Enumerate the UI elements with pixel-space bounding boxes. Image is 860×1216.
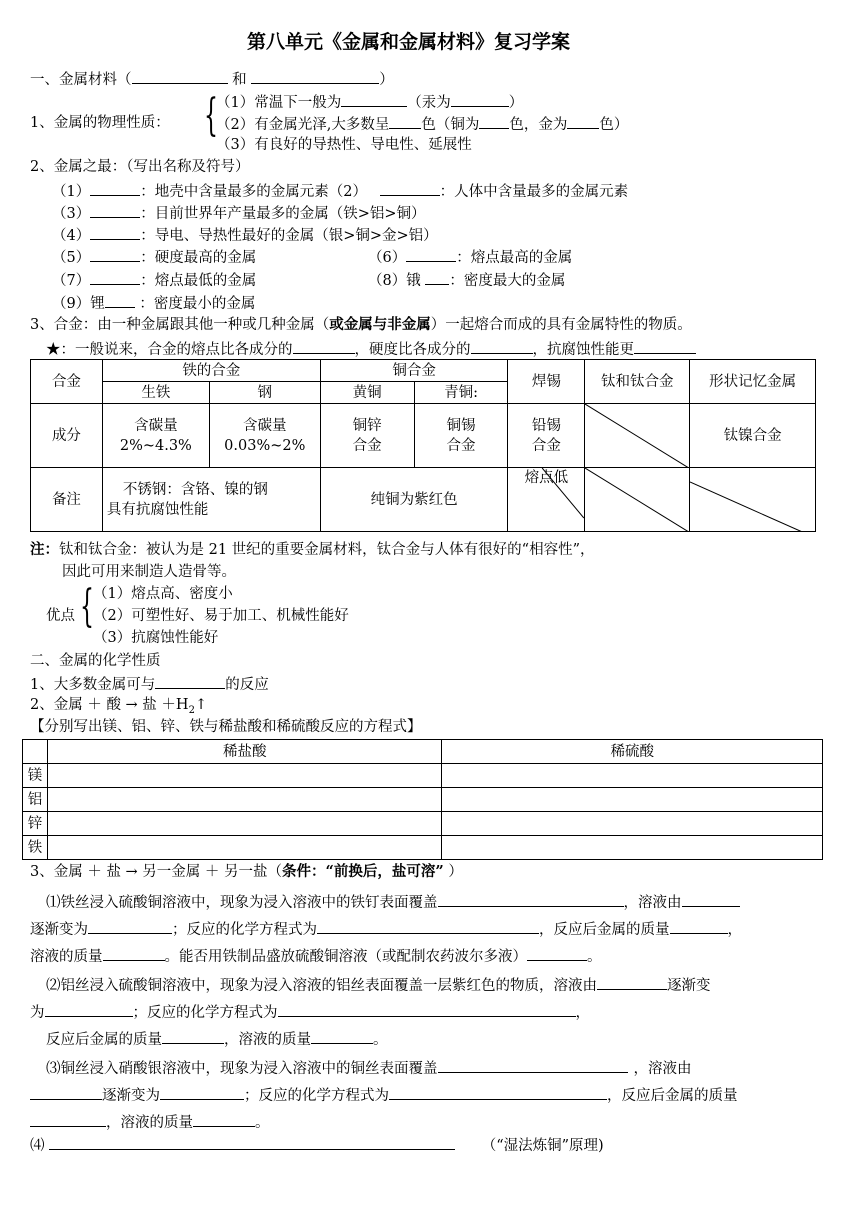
text: （“湿法炼铜”原理) bbox=[481, 1138, 604, 1154]
physical-item-2 bbox=[216, 113, 628, 135]
cell-brass-comp bbox=[320, 404, 414, 468]
heading-and: 和 bbox=[232, 72, 247, 88]
text-bold: 或金属与非金属 bbox=[329, 316, 431, 333]
text-bold: 条件：“前换后，盐可溶” bbox=[282, 863, 444, 880]
blank[interactable] bbox=[597, 974, 667, 990]
q4-line bbox=[30, 1134, 604, 1156]
most-line-8 bbox=[368, 269, 565, 291]
text: （7） bbox=[52, 273, 91, 289]
left-brace-icon: { bbox=[204, 90, 218, 141]
text: （1） bbox=[52, 184, 91, 200]
alloy-table bbox=[30, 359, 816, 532]
text: ， bbox=[575, 1005, 590, 1021]
blank[interactable] bbox=[90, 224, 140, 240]
header-memory-metal: 形状记忆金属 bbox=[690, 360, 816, 404]
most-line-1 bbox=[52, 180, 628, 202]
row-fe: 铁 bbox=[23, 836, 48, 860]
text: 合金 bbox=[531, 437, 561, 454]
text: （4） bbox=[52, 228, 91, 244]
alloy-star-line bbox=[46, 338, 696, 360]
blank[interactable] bbox=[567, 113, 599, 129]
row-composition-label: 成分 bbox=[31, 404, 103, 468]
text: （6） bbox=[368, 250, 407, 266]
cell-titanium-note-empty bbox=[585, 468, 690, 532]
blank[interactable] bbox=[293, 338, 355, 354]
row-note-label: 备注 bbox=[31, 468, 103, 532]
header-pig-iron: 生铁 bbox=[102, 382, 209, 404]
text: 2、金属 ＋ 酸 → 盐 ＋H bbox=[30, 697, 189, 713]
text: ：密度最小的金属 bbox=[139, 296, 256, 312]
q2-line-3 bbox=[46, 1028, 388, 1050]
cell-bronze-comp bbox=[414, 404, 508, 468]
q1-line-3 bbox=[30, 945, 602, 967]
blank[interactable] bbox=[438, 1057, 628, 1073]
advantage-3: （3）抗腐蚀性能好 bbox=[93, 630, 219, 646]
most-line-3 bbox=[52, 202, 426, 224]
text: ） bbox=[508, 95, 524, 111]
alloy-definition bbox=[30, 315, 692, 335]
text: （3） bbox=[52, 206, 91, 222]
answer-cell[interactable] bbox=[442, 812, 823, 836]
blank[interactable] bbox=[30, 1111, 106, 1127]
answer-cell[interactable] bbox=[442, 836, 823, 860]
blank[interactable] bbox=[155, 673, 225, 689]
most-line-7 bbox=[52, 269, 256, 291]
text: ） bbox=[448, 864, 463, 880]
text: ⑶铜丝浸入硝酸银溶液中，现象为浸入溶液中的铜丝表面覆盖 bbox=[46, 1061, 438, 1077]
header-copper-alloy: 铜合金 bbox=[320, 360, 508, 382]
header-brass: 黄铜 bbox=[320, 382, 414, 404]
blank[interactable] bbox=[90, 180, 140, 196]
advantages-label: 优点 bbox=[46, 608, 75, 624]
blank[interactable] bbox=[389, 1084, 607, 1100]
blank[interactable] bbox=[49, 1134, 455, 1150]
text: ★：一般说来，合金的熔点比各成分的 bbox=[46, 342, 293, 358]
advantage-2: （2）可塑性好、易于加工、机械性能好 bbox=[93, 608, 349, 624]
header-bronze: 青铜: bbox=[414, 382, 508, 404]
blank[interactable] bbox=[317, 918, 539, 934]
text: ，反应后金属的质量 bbox=[539, 922, 670, 938]
text: 色（铜为 bbox=[421, 117, 480, 133]
cell-copper-note: 纯铜为紫红色 bbox=[320, 468, 508, 532]
physical-properties-label: 1、金属的物理性质： bbox=[30, 115, 170, 131]
blank[interactable] bbox=[527, 945, 587, 961]
text: 铜锌 bbox=[352, 417, 382, 434]
text: 合金 bbox=[446, 437, 476, 454]
text: （1）常温下一般为 bbox=[216, 95, 342, 111]
text: （2）有金属光泽,大多数呈 bbox=[216, 117, 390, 133]
metal-most-label: 2、金属之最：（写出名称及符号） bbox=[30, 159, 250, 175]
text: ， bbox=[727, 922, 742, 938]
blank[interactable] bbox=[90, 202, 140, 218]
blank[interactable] bbox=[425, 269, 449, 285]
text: ⑷ bbox=[30, 1138, 45, 1154]
text: ）一起熔合而成的具有金属特性的物质。 bbox=[430, 317, 692, 333]
text: 逐渐变 bbox=[667, 978, 711, 994]
text: 铜锡 bbox=[446, 417, 476, 434]
text: 3、金属 ＋ 盐 → 另一金属 ＋ 另一盐（ bbox=[30, 864, 283, 880]
text: 3、合金：由一种金属跟其他一种或几种金属（ bbox=[30, 317, 330, 333]
chem-line-3 bbox=[30, 862, 463, 882]
answer-cell[interactable] bbox=[47, 764, 441, 788]
text: 钛和钛合金：被认为是 21 世纪的重要金属材料，钛合金与人体有很好的“相容性”， bbox=[59, 542, 595, 558]
metal-material-heading bbox=[30, 68, 394, 90]
heading-close: ） bbox=[379, 72, 394, 88]
chem-line-1 bbox=[30, 673, 269, 695]
text: 的反应 bbox=[225, 677, 269, 693]
blank[interactable] bbox=[670, 918, 728, 934]
header-hcl: 稀盐酸 bbox=[47, 740, 441, 764]
text: 。 bbox=[373, 1032, 388, 1048]
page-title: 第八单元《金属和金属材料》复习学案 bbox=[247, 31, 571, 53]
text: 1、大多数金属可与 bbox=[30, 677, 156, 693]
text: ：导电、导热性最好的金属（银>铜>金>铝） bbox=[140, 228, 438, 244]
cell-pig-iron-comp bbox=[102, 404, 209, 468]
text: 反应后金属的质量 bbox=[46, 1032, 162, 1048]
blank[interactable] bbox=[160, 1084, 244, 1100]
blank[interactable] bbox=[103, 945, 165, 961]
blank[interactable] bbox=[479, 113, 509, 129]
answer-cell[interactable] bbox=[47, 836, 441, 860]
blank[interactable] bbox=[88, 918, 172, 934]
text: ；反应的化学方程式为 bbox=[244, 1088, 389, 1104]
text: ：硬度最高的金属 bbox=[140, 250, 257, 266]
text: ：熔点最低的金属 bbox=[140, 273, 257, 289]
text: （汞为 bbox=[407, 95, 451, 111]
text: ：目前世界年产量最多的金属（铁>铝>铜） bbox=[140, 206, 426, 222]
header-iron-alloy: 铁的合金 bbox=[102, 360, 320, 382]
q3-line-3 bbox=[30, 1111, 270, 1133]
most-line-9 bbox=[52, 292, 255, 314]
blank[interactable] bbox=[30, 1084, 102, 1100]
text: ：密度最大的金属 bbox=[449, 273, 566, 289]
most-line-4 bbox=[52, 224, 438, 246]
blank[interactable] bbox=[162, 1028, 224, 1044]
blank[interactable] bbox=[389, 113, 421, 129]
answer-cell[interactable] bbox=[442, 788, 823, 812]
text: 不锈钢：含铬、镍的钢 bbox=[122, 481, 268, 498]
equation-instruction: 【分别写出镁、铝、锌、铁与稀盐酸和稀硫酸反应的方程式】 bbox=[30, 719, 422, 735]
text: 含碳量 bbox=[134, 417, 178, 434]
titanium-note-2: 因此可用来制造人造骨等。 bbox=[62, 564, 236, 580]
diagonal-line bbox=[585, 404, 689, 468]
text: ；反应的化学方程式为 bbox=[172, 922, 317, 938]
blank[interactable] bbox=[193, 1111, 255, 1127]
cell-steel-comp bbox=[209, 404, 320, 468]
text: ：熔点最高的金属 bbox=[456, 250, 573, 266]
blank[interactable] bbox=[451, 91, 509, 107]
text: ；反应的化学方程式为 bbox=[132, 1005, 278, 1021]
cell-iron-note bbox=[102, 468, 320, 532]
row-al: 铝 bbox=[23, 788, 48, 812]
blank[interactable] bbox=[45, 1001, 133, 1017]
text: 逐渐变为 bbox=[30, 922, 88, 938]
physical-item-3: （3）有良好的导热性、导电性、延展性 bbox=[216, 137, 472, 153]
cell-memory-comp: 钛镍合金 bbox=[690, 404, 816, 468]
answer-cell[interactable] bbox=[47, 812, 441, 836]
blank[interactable] bbox=[341, 91, 407, 107]
text: ，溶液的质量 bbox=[106, 1115, 193, 1131]
text: ，溶液由 bbox=[623, 895, 682, 911]
text: ，硬度比各成分的 bbox=[354, 342, 471, 358]
diagonal-line bbox=[690, 468, 815, 532]
text: ，抗腐蚀性能更 bbox=[532, 342, 634, 358]
text: 。 bbox=[587, 949, 602, 965]
diagonal-line bbox=[585, 468, 689, 532]
most-line-6 bbox=[368, 246, 572, 268]
text: ⑴铁丝浸入硫酸铜溶液中，现象为浸入溶液中的铁钉表面覆盖 bbox=[46, 895, 438, 911]
blank[interactable] bbox=[311, 1028, 373, 1044]
chemical-properties-heading: 二、金属的化学性质 bbox=[30, 653, 161, 669]
blank[interactable] bbox=[132, 68, 228, 84]
text: ：地壳中含量最多的金属元素（2） bbox=[140, 184, 367, 200]
q1-line-1 bbox=[46, 891, 740, 913]
answer-cell[interactable] bbox=[442, 764, 823, 788]
text: 合金 bbox=[352, 437, 382, 454]
blank[interactable] bbox=[105, 292, 135, 308]
row-zn: 锌 bbox=[23, 812, 48, 836]
acid-reaction-table bbox=[22, 739, 823, 860]
q1-line-2 bbox=[30, 918, 742, 940]
blank[interactable] bbox=[438, 891, 624, 907]
text: （8）锇 bbox=[368, 273, 421, 289]
answer-cell[interactable] bbox=[47, 788, 441, 812]
text: ：人体中含量最多的金属元素 bbox=[439, 184, 629, 200]
blank[interactable] bbox=[682, 891, 740, 907]
text: 溶液的质量 bbox=[30, 949, 103, 965]
text: ↑ bbox=[194, 697, 208, 713]
header-empty bbox=[23, 740, 48, 764]
text: 逐渐变为 bbox=[102, 1088, 160, 1104]
blank[interactable] bbox=[471, 338, 533, 354]
text: 色） bbox=[599, 117, 629, 133]
text: 为 bbox=[30, 1005, 45, 1021]
titanium-note bbox=[30, 540, 595, 560]
header-solder: 焊锡 bbox=[508, 360, 585, 404]
text: 2%~4.3% bbox=[119, 437, 192, 454]
text: 。能否用铁制品盛放硫酸铜溶液（或配制农药波尔多液） bbox=[164, 949, 527, 965]
blank[interactable] bbox=[406, 246, 456, 262]
q3-line-1 bbox=[46, 1057, 692, 1079]
text: （9）锂 bbox=[52, 296, 105, 312]
text: ，反应后金属的质量 bbox=[607, 1088, 738, 1104]
heading-text: 一、金属材料（ bbox=[30, 72, 132, 88]
blank[interactable] bbox=[634, 338, 696, 354]
cell-memory-note-empty bbox=[690, 468, 816, 532]
advantage-1: （1）熔点高、密度小 bbox=[93, 586, 233, 602]
text: ，溶液由 bbox=[633, 1061, 692, 1077]
most-line-5 bbox=[52, 246, 256, 268]
text: 具有抗腐蚀性能 bbox=[106, 501, 209, 518]
header-alloy: 合金 bbox=[31, 360, 103, 404]
text: 色，金为 bbox=[509, 117, 568, 133]
text: 铅锡 bbox=[531, 417, 561, 434]
blank[interactable] bbox=[90, 246, 140, 262]
blank[interactable] bbox=[278, 1001, 576, 1017]
cell-solder-comp bbox=[508, 404, 585, 468]
subscript: 2 bbox=[188, 704, 195, 716]
cell-solder-note bbox=[508, 468, 585, 532]
q2-line-1 bbox=[46, 974, 711, 996]
text: 熔点低 bbox=[524, 470, 569, 486]
text: 含碳量 bbox=[243, 417, 287, 434]
text: ⑵铝丝浸入硫酸铜溶液中，现象为浸入溶液的铝丝表面覆盖一层紫红色的物质，溶液由 bbox=[46, 978, 597, 994]
header-titanium: 钛和钛合金 bbox=[585, 360, 690, 404]
q2-line-2 bbox=[30, 1001, 590, 1023]
left-brace-icon: { bbox=[80, 581, 94, 632]
header-h2so4: 稀硫酸 bbox=[442, 740, 823, 764]
text: （5） bbox=[52, 250, 91, 266]
cell-titanium-comp-empty bbox=[585, 404, 690, 468]
blank[interactable] bbox=[380, 180, 440, 196]
text: 。 bbox=[255, 1115, 270, 1131]
text: ，溶液的质量 bbox=[224, 1032, 311, 1048]
note-label: 注： bbox=[30, 541, 59, 558]
q3-line-2 bbox=[30, 1084, 738, 1106]
header-steel: 钢 bbox=[209, 382, 320, 404]
blank[interactable] bbox=[90, 269, 140, 285]
physical-item-1 bbox=[216, 91, 523, 113]
blank[interactable] bbox=[251, 68, 379, 84]
text: 0.03%~2% bbox=[224, 437, 306, 454]
row-mg: 镁 bbox=[23, 764, 48, 788]
